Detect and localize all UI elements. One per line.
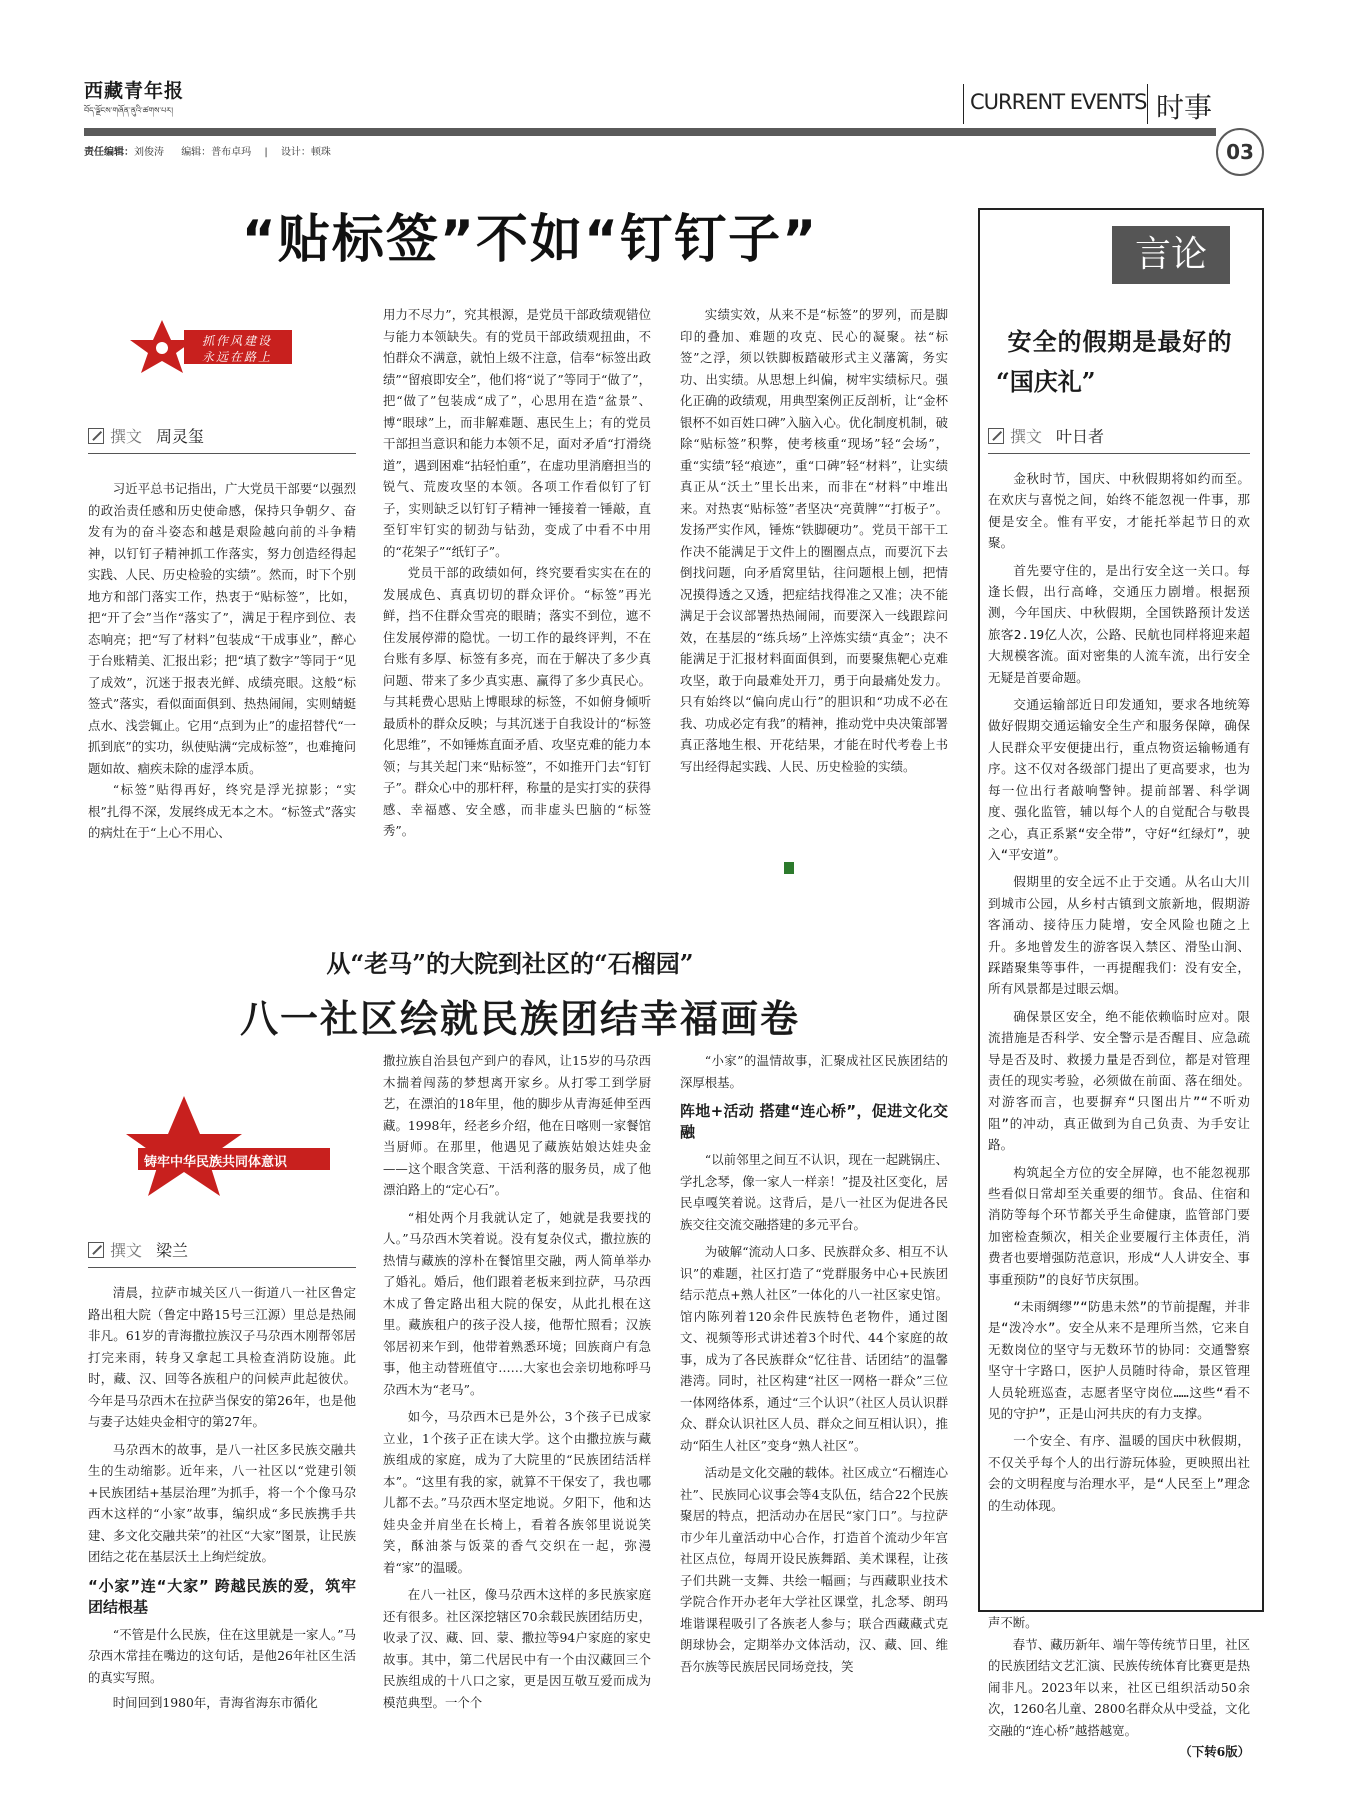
section-cn: 时事 xyxy=(1156,91,1213,124)
paragraph: 交通运输部近日印发通知，要求各地统筹做好假期交通运输安全生产和服务保障，确保人民群众平安便捷出行，重点物资运输畅通有序。这不仅对各级部门提出了更高要求，也为每一位出行者敲响警钟。提前部署、科学调度、强化监管，辅以每个人的自觉配合与敬畏之心，真正系紧“安全带”，守好“红绿灯”，驶入“平安道”。 xyxy=(988,697,1250,862)
paper-tibetan-name: བོད་ལྗོངས་གཞོན་ནུའི་ཚགས་པར། xyxy=(84,106,173,115)
opinion-byline xyxy=(988,424,1104,447)
article2-badge xyxy=(104,1096,334,1196)
author-name: 叶日者 xyxy=(1056,427,1105,446)
credit-label: 编辑： xyxy=(181,147,212,158)
header-bar xyxy=(84,128,1216,136)
credit-label: 责任编辑： xyxy=(84,147,134,158)
paragraph: “标签”贴得再好，终究是浮光掠影；“实根”扎得不深，发展终成无本之木。“标签式”落实的病灶在于“上心不用心、 xyxy=(88,782,356,840)
article1-column-2 xyxy=(383,304,651,882)
paragraph: 构筑起全方位的安全屏障，也不能忽视那些看似日常却至关重要的细节。食品、住宿和消防等每个环节都关乎生命健康，监管部门要加密检查频次，相关企业要履行主体责任，消费者也要增强防范意识，形成“人人讲安全、事事重预防”的良好节庆氛围。 xyxy=(988,1164,1250,1287)
credit-name: 顿珠 xyxy=(310,147,331,158)
pen-icon xyxy=(988,428,1004,444)
paragraph: 一个安全、有序、温暖的国庆中秋假期，不仅关乎每个人的出行游玩体验，更映照出社会的文明程度与治理水平，是“人民至上”理念的生动体现。 xyxy=(988,1433,1250,1513)
page-number: 03 xyxy=(1226,140,1254,164)
article2-byline xyxy=(88,1238,188,1261)
article1-column-3 xyxy=(680,304,948,882)
section-divider-left xyxy=(963,84,964,124)
article1-headline: “贴标签”不如“钉钉子” xyxy=(241,210,819,270)
subheading: 阵地+活动 搭建“连心桥”，促进文化交融 xyxy=(680,1102,948,1141)
paragraph: “小家”的温情故事，汇聚成社区民族团结的深厚根基。 xyxy=(680,1053,948,1090)
article2-column-1 xyxy=(88,1282,356,1790)
star-badge-icon xyxy=(104,1096,334,1196)
article1-badge xyxy=(124,318,294,374)
paragraph: 春节、藏历新年、端午等传统节日里，社区的民族团结文艺汇演、民族传统体育比赛更是热闹非凡。2023年以来，社区已组织活动50余次，1260名儿童、2800名群众从中受益，文化交融的“连心桥”越搭越宽。 xyxy=(988,1636,1250,1738)
paragraph: 如今，马尕西木已是外公，3个孩子已成家立业，1个孩子正在读大学。这个由撒拉族与藏族组成的家庭，成为了大院里的“民族团结活样本”。“这里有我的家，就算不干保安了，我也哪儿都不去。”马尕西木坚定地说。夕阳下，他和达娃央金并肩坐在长椅上，看着各族邻里说说笑笑，酥油茶与饭菜的香气交织在一起，弥漫着“家”的温暖。 xyxy=(383,1409,651,1575)
article1-end-mark xyxy=(784,862,794,874)
article2-column-3 xyxy=(680,1050,948,1790)
article1-column-1 xyxy=(88,478,356,882)
byline-label: 撰文 xyxy=(1010,427,1043,446)
pen-icon xyxy=(88,1242,104,1258)
paragraph: “不管是什么民族，住在这里就是一家人。”马尕西木常挂在嘴边的这句话，是他26年社区生活的真实写照。 xyxy=(88,1626,356,1685)
byline-rule xyxy=(88,1267,356,1268)
credit-name: 刘俊涛 xyxy=(134,147,164,158)
subheading: “小家”连“大家” 跨越民族的爱，筑牢团结根基 xyxy=(88,1576,356,1616)
paragraph: 撒拉族自治县包产到户的春风，让15岁的马尕西木揣着闯荡的梦想离开家乡。从打零工到学厨艺，在漂泊的18年里，他的脚步从青海延伸至西藏。1998年，经老乡介绍，他在日喀则一家餐馆当厨师。在那里，他遇见了藏族姑娘达娃央金——这个眼含笑意、干活利落的服务员，成了他漂泊路上的“定心石”。 xyxy=(383,1053,651,1197)
paragraph: 活动是文化交融的载体。社区成立“石榴连心社”、民族同心议事会等4支队伍，结合22个民族聚居的特点，把活动办在居民“家门口”。与拉萨市少年儿童活动中心合作，打造首个流动少年宫社区点位，每周开设民族舞蹈、美术课程，让孩子们共跳一支舞、共绘一幅画；与西藏职业技术学院合作开办老年大学社区课堂，扎念琴、朗玛堆谐课程吸引了各族老人参与；联合西藏藏式克朗球协会，定期举办文体活动，汉、藏、回、维吾尔族等民族居民同场竞技，笑 xyxy=(680,1465,948,1674)
credit-name: 普布卓玛 xyxy=(211,147,252,158)
paragraph: 确保景区安全，绝不能依赖临时应对。限流措施是否科学、安全警示是否醒目、应急疏导是否及时、救援力量是否到位，都是对管理责任的现实考验，必须做在前面、落在细处。对游客而言，也要摒弃“只图出片”“不听劝阻”的冲动，真正做到为自己负责、为手安让路。 xyxy=(988,1008,1250,1153)
opinion-title-2: “国庆礼” xyxy=(996,367,1096,396)
paragraph: 习近平总书记指出，广大党员干部要“以强烈的政治责任感和历史使命感，保持只争朝夕、奋发有为的奋斗姿态和越是艰险越向前的斗争精神，以钉钉子精神抓工作落实，努力创造经得起实践、人民、历史检验的实绩”。然而，时下个别地方和部门落实工作，热衷于“贴标签”，比如，把“开了会”当作“落实了”，满足于程序到位、表态响亮；把“写了材料”包装成“干成事业”，醉心于台账精美、汇报出彩；把“填了数字”等同于“见了成效”，沉迷于报表光鲜、成绩亮眼。这般“标签式”落实，看似面面俱到、热热闹闹，实则蜻蜓点水、浅尝辄止。它用“点到为止”的虚招替代“一抓到底”的实功，纵使贴满“完成标签”，也难掩问题如故、痼疾未除的虚浮本质。 xyxy=(88,481,356,776)
paragraph: 实绩实效，从来不是“标签”的罗列，而是脚印的叠加、难题的攻克、民心的凝聚。祛“标签”之浮，须以铁脚板踏破形式主义藩篱，务实功、出实绩。从思想上纠偏，树牢实绩标尺。强化正确的政绩观，用典型案例正反剖析，让“金杯银杯不如百姓口碑”入脑入心。优化制度机制，破除“贴标签”积弊，使考核重“现场”轻“会场”，重“实绩”轻“痕迹”，重“口碑”轻“材料”，让实绩真正从“沃土”里长出来，而非在“材料”中堆出来。对热衷“贴标签”者坚决“亮黄牌”“打板子”。发扬严实作风，锤炼“铁脚硬功”。党员干部干工作决不能满足于文件上的圈圈点点，而要沉下去倒找问题，向矛盾窝里钻，往问题根上刨，把情况摸得透之又透，把症结找得准之又准；决不能满足于会议部署热热闹闹，而要深入一线跟踪问效，在基层的“练兵场”上淬炼实绩“真金”；决不能满足于汇报材料面面俱到，而要聚焦靶心克难攻坚，敢于向最难处开刀，勇于向最痛处发力。只有始终以“偏向虎山行”的胆识和“功成不必在我、功成必定有我”的精神，推动党中央决策部署真正落地生根、开花结果，才能在时代考卷上书写出经得起实践、人民、历史检验的实绩。 xyxy=(680,307,948,774)
article2-column-4 xyxy=(988,1612,1250,1790)
article2-kicker: 从“老马”的大院到社区的“石榴园” xyxy=(326,949,694,978)
badge-text: 铸牢中华民族共同体意识 xyxy=(144,1155,288,1170)
article2-headline: 八一社区绘就民族团结幸福画卷 xyxy=(239,997,800,1041)
paragraph: 党员干部的政绩如何，终究要看实实在在的发展成色、真真切切的群众评价。“标签”再光鲜，挡不住群众雪亮的眼睛；落实不到位，遮不住发展停滞的隐忧。一切工作的最终评判，不在台账有多厚、标签有多亮，而在于解决了多少真问题、带来了多少真实惠、赢得了多少真民心。与其耗费心思贴上博眼球的标签，不如俯身倾听最质朴的群众反映；与其沉迷于自我设计的“标签化思维”，不如锤炼直面矛盾、攻坚克难的能力本领；与其关起门来“贴标签”，不如推开门去“钉钉子”。群众心中的那杆秤，称量的是实打实的获得感、幸福感、安全感，而非虚头巴脑的“标签秀”。 xyxy=(383,565,651,838)
paragraph: 清晨，拉萨市城关区八一街道八一社区鲁定路出租大院（鲁定中路15号三江源）里总是热闹非凡。61岁的青海撒拉族汉子马尕西木刚帮邻居打完来雨，转身又拿起工具检查消防设施。此时，藏、汉、回等各族租户的问候声此起彼伏。今年是马尕西木在拉萨当保安的第26年，也是他与妻子达娃央金相守的第27年。 xyxy=(88,1285,356,1429)
pen-icon xyxy=(88,428,104,444)
paragraph: “未雨绸缪”“防患未然”的节前提醒，并非是“泼冷水”。安全从来不是理所当然，它来自无数岗位的坚守与无数环节的协同：交通警察坚守十字路口，医护人员随时待命，景区管理人员轮班巡查，志愿者坚守岗位……这些“看不见的守护”，正是山河共庆的有力支撑。 xyxy=(988,1299,1250,1422)
credits xyxy=(84,143,331,158)
paragraph: 为破解“流动人口多、民族群众多、相互不认识”的难题，社区打造了“党群服务中心+民族团结示范点+熟人社区”一体化的八一社区家史馆。馆内陈列着120余件民族特色老物件，通过图文、视频等形式讲述着3个时代、44个家庭的故事，成为了各民族群众“忆往昔、话团结”的温馨港湾。同时，社区构建“社区一网格一群众”三位一体网络体系，通过“三个认识”（社区人员认识群众、群众认识社区人员、群众之间互相认识），推动“陌生人社区”变身“熟人社区”。 xyxy=(680,1244,948,1453)
author-name: 梁兰 xyxy=(156,1241,189,1260)
continued-note: （下转6版） xyxy=(1179,1744,1250,1759)
byline-rule xyxy=(988,453,1250,454)
paragraph: 首先要守住的，是出行安全这一关口。每逢长假，出行高峰，交通压力剧增。根据预测，今年国庆、中秋假期，全国铁路预计发送旅客2.19亿人次，公路、民航也同样将迎来超大规模客流。面对密集的人流车流，出行安全无疑是首要命题。 xyxy=(988,562,1250,685)
credit-separator: | xyxy=(264,147,268,158)
article1-byline xyxy=(88,424,204,447)
opinion-section-label: 言论 xyxy=(1112,226,1230,284)
opinion-body xyxy=(988,468,1250,1598)
credit-label: 设计： xyxy=(280,147,311,158)
badge-text-2: 永远在路上 xyxy=(202,350,273,364)
author-name: 周灵玺 xyxy=(156,427,205,446)
paragraph: “以前邻里之间互不认识，现在一起跳锅庄、学扎念琴，像一家人一样亲！”提及社区变化，居民卓嘎笑着说。这背后，是八一社区为促进各民族交往交流交融搭建的多元平台。 xyxy=(680,1152,948,1232)
byline-label: 撰文 xyxy=(110,1241,143,1260)
paragraph: 马尕西木的故事，是八一社区多民族交融共生的生动缩影。近年来，八一社区以“党建引领+民族团结+基层治理”为抓手，将一个个像马尕西木这样的“小家”故事，编织成“多民族携手共建、多文化交融共荣”的社区“大家”图景，让民族团结之花在基层沃土上绚烂绽放。 xyxy=(88,1441,356,1564)
badge-text-1: 抓作风建设 xyxy=(202,334,273,348)
section-en: CURRENT EVENTS xyxy=(970,90,1147,114)
section-divider-right xyxy=(1147,84,1148,124)
paragraph: 用力不尽力”，究其根源，是党员干部政绩观错位与能力本领缺失。有的党员干部政绩观扭曲，不怕群众不满意，就怕上级不注意，信奉“标签出政绩”“留痕即安全”，他们将“说了”等同于“做了”，把“做了”包装成“成了”，心思用在造“盆景”、博“眼球”上，而非解难题、惠民生上；有的党员干部担当意识和能力本领不足，面对矛盾“打滑绕道”，遇到困难“拈轻怕重”，在虚功里消磨担当的锐气、荒废攻坚的本领。各项工作看似钉了钉子，实则缺乏以钉钉子精神一锤接着一锤敲，直至钉牢钉实的韧劲与钻劲，变成了中看不中用的“花架子”“纸钉子”。 xyxy=(383,307,651,559)
byline-rule xyxy=(88,453,356,454)
page-number-badge xyxy=(1216,128,1264,176)
paragraph: 声不断。 xyxy=(988,1615,1038,1630)
byline-label: 撰文 xyxy=(110,427,143,446)
paragraph: “相处两个月我就认定了，她就是我要找的人。”马尕西木笑着说。没有复杂仪式，撒拉族的热情与藏族的淳朴在餐馆里交融，两人简单举办了婚礼。婚后，他们跟着老板来到拉萨，马尕西木成了鲁定路出租大院的保安，从此扎根在这里。藏族租户的孩子没人接，他帮忙照看；汉族邻居初来乍到，他带着熟悉环境；回族商户有急事，他主动替班值守……大家也会亲切地称呼马尕西木为“老马”。 xyxy=(383,1209,651,1397)
paragraph: 时间回到1980年，青海省海东市循化 xyxy=(112,1695,318,1710)
paragraph: 假期里的安全远不止于交通。从名山大川到城市公园，从乡村古镇到文旅新地，假期游客涌动、接待压力陡增，安全风险也随之上升。多地曾发生的游客误入禁区、滑坠山涧、踩踏聚集等事件，一再提醒我们：没有安全，所有风景都是过眼云烟。 xyxy=(988,874,1250,997)
opinion-title-1: 安全的假期是最好的 xyxy=(1007,327,1233,356)
article2-column-2 xyxy=(383,1050,651,1790)
paragraph: 在八一社区，像马尕西木这样的多民族家庭还有很多。社区深挖辖区70余载民族团结历史，收录了汉、藏、回、蒙、撒拉等94户家庭的家史故事。其中，第二代居民中有一个由汉藏回三个民族组成的十八口之家，更是因互敬互爱而成为模范典型。一个个 xyxy=(383,1587,651,1710)
paragraph: 金秋时节，国庆、中秋假期将如约而至。在欢庆与喜悦之间，始终不能忽视一件事，那便是安全。惟有平安，才能托举起节日的欢聚。 xyxy=(988,471,1250,551)
paper-name: 西藏青年报 xyxy=(84,80,185,102)
